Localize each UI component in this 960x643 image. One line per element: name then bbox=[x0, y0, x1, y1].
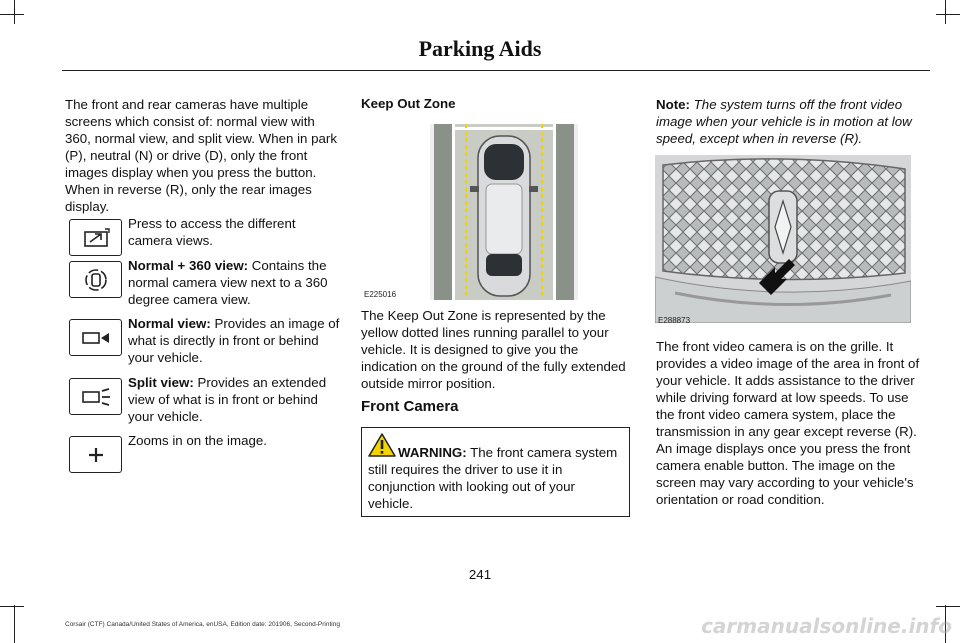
figure-id: E225016 bbox=[364, 290, 397, 299]
grille-text: The front video camera is on the grille. It provides a video image of the area in front of your vehicle. It adds assistance to the driver while driving forward at low speeds. To use the front video camera system, place the transmission in any gear except reverse (R). An image displays once you press the front camera enable button. The image on the screen may vary according to your vehicle's orientation or road condition. bbox=[656, 339, 920, 507]
crop-mark bbox=[945, 0, 946, 24]
front-grille-camera-figure bbox=[655, 155, 911, 323]
warning-rest-text: still requires the driver to use it in conjunction with looking out of your vehicle. bbox=[368, 462, 575, 511]
warning-first-text: The front camera system bbox=[466, 445, 618, 460]
crop-mark bbox=[14, 0, 15, 24]
crop-mark bbox=[936, 606, 960, 607]
crop-mark bbox=[14, 605, 15, 643]
header-rule bbox=[62, 70, 930, 71]
item-text: Provides an extended view of what is in front or behind your vehicle. bbox=[128, 375, 327, 424]
item-bold: Split view: bbox=[128, 375, 194, 390]
page-number: 241 bbox=[468, 567, 492, 582]
warning-label: WARNING: bbox=[398, 445, 467, 460]
intro-paragraph bbox=[65, 96, 339, 215]
crop-mark bbox=[0, 606, 24, 607]
camera-views-text bbox=[128, 215, 340, 249]
warning-first-line bbox=[368, 444, 623, 461]
item-bold: Normal view: bbox=[128, 316, 211, 331]
item-text: Contains the normal camera view next to a 360 degree camera view. bbox=[128, 258, 328, 307]
item-text: Provides an image of what is directly in front or behind your vehicle. bbox=[128, 316, 340, 365]
split-view-text bbox=[128, 374, 340, 425]
camera-views-icon bbox=[69, 219, 122, 256]
split-view-camera-icon bbox=[69, 378, 122, 415]
item-bold: Normal + 360 view: bbox=[128, 258, 249, 273]
figure-id: E288873 bbox=[658, 316, 691, 325]
item-text: Press to access the different camera views. bbox=[128, 216, 296, 248]
grille-paragraph bbox=[656, 338, 928, 508]
note-label: Note: bbox=[656, 97, 690, 112]
normal-view-camera-icon bbox=[69, 319, 122, 356]
front-camera-heading: Front Camera bbox=[361, 398, 459, 415]
normal-360-text bbox=[128, 257, 340, 308]
note-text: The system turns off the front video image when your vehicle is in motion at low speed, except when in reverse (R). bbox=[656, 97, 912, 146]
keep-out-paragraph bbox=[361, 307, 631, 392]
item-text: Zooms in on the image. bbox=[128, 433, 267, 448]
keep-out-heading: Keep Out Zone bbox=[361, 96, 456, 111]
crop-mark bbox=[0, 14, 24, 15]
intro-text: The front and rear cameras have multiple screens which consist of: normal view with 360, normal view, and split view. When in park (P), neutral (N) or drive (D), only the front images display when you press the button. When in reverse (R), only the rear images display. bbox=[65, 97, 337, 214]
crop-mark bbox=[936, 14, 960, 15]
keep-out-zone-figure bbox=[430, 124, 578, 300]
keep-out-text: The Keep Out Zone is represented by the yellow dotted lines running parallel to your vehicle. It is designed to give you the indication on the ground of the fully extended outside mirror position. bbox=[361, 308, 626, 391]
edition-footer: Corsair (CTF) Canada/United States of America, enUSA, Edition date: 201906, Second-Printing bbox=[65, 621, 340, 628]
zoom-text bbox=[128, 432, 340, 449]
note-paragraph bbox=[656, 96, 928, 147]
warning-box bbox=[361, 427, 630, 517]
360-view-icon bbox=[69, 261, 122, 298]
warning-triangle-icon bbox=[368, 433, 396, 461]
watermark: carmanualsonline.info bbox=[701, 614, 952, 638]
normal-view-text bbox=[128, 315, 340, 366]
page-title: Parking Aids bbox=[418, 36, 542, 61]
zoom-plus-icon bbox=[69, 436, 122, 473]
